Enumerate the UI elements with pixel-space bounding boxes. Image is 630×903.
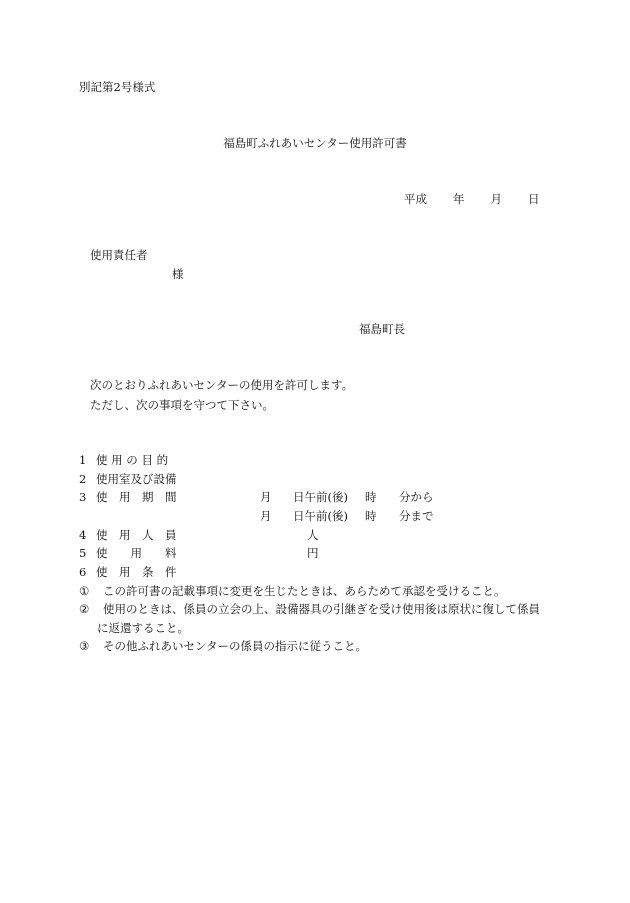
- item-number: 2: [79, 472, 87, 486]
- period-end-minute: 分まで: [399, 509, 434, 523]
- item-number: 6: [79, 565, 87, 579]
- form-number-label: 別記第2号様式: [79, 80, 156, 94]
- conditions-intro: ただし、次の事項を守つて下さい。: [90, 398, 274, 412]
- note-mark: ②: [79, 602, 90, 616]
- issue-date: [404, 194, 540, 206]
- item-label: 使用室及び設備: [96, 472, 177, 486]
- period-end-hour: 時: [365, 509, 377, 523]
- date-month: 月: [490, 192, 502, 206]
- persons-unit: 人: [307, 528, 319, 542]
- period-end-month: 月: [260, 509, 272, 523]
- item-number: 5: [79, 546, 87, 560]
- period-start-day: 日午前(後): [293, 490, 348, 504]
- item-number: 3: [79, 490, 87, 504]
- period-start-month: 月: [260, 490, 272, 504]
- date-year: 年: [453, 192, 465, 206]
- item-number: 4: [79, 528, 87, 542]
- item-label: 使 用 条 件: [96, 565, 177, 579]
- item-label: 使 用 期 間: [96, 490, 177, 504]
- item-label: 使 用 人 員: [96, 528, 177, 542]
- period-end-day: 日午前(後): [293, 509, 348, 523]
- item-label: 使 用 の 目 的: [96, 453, 169, 467]
- period-start-hour: 時: [365, 490, 377, 504]
- date-era: 平成: [404, 192, 427, 206]
- item-label: 使 用 料: [96, 546, 177, 560]
- date-day: 日: [528, 192, 540, 206]
- period-start-minute: 分から: [399, 490, 434, 504]
- honorific-sama: 様: [172, 267, 184, 281]
- condition-note-continued: に返還すること。: [97, 621, 189, 635]
- document-title: 福島町ふれあいセンター使用許可書: [223, 136, 407, 150]
- note-text: 使用のときは、係員の立会の上、設備器具の引継ぎを受け使用後は原状に復して係員: [103, 602, 540, 616]
- note-mark: ③: [79, 639, 90, 653]
- item-number: 1: [79, 453, 87, 467]
- note-text: その他ふれあいセンターの係員の指示に従うこと。: [103, 639, 368, 653]
- permission-statement: 次のとおりふれあいセンターの使用を許可します。: [90, 378, 354, 392]
- note-mark: ①: [79, 584, 90, 598]
- responsible-person-label: 使用責任者: [90, 248, 148, 262]
- fee-unit: 円: [307, 546, 319, 560]
- note-text: この許可書の記載事項に変更を生じたときは、あらためて承認を受けること。: [103, 584, 506, 598]
- issuer-mayor: 福島町長: [359, 322, 405, 336]
